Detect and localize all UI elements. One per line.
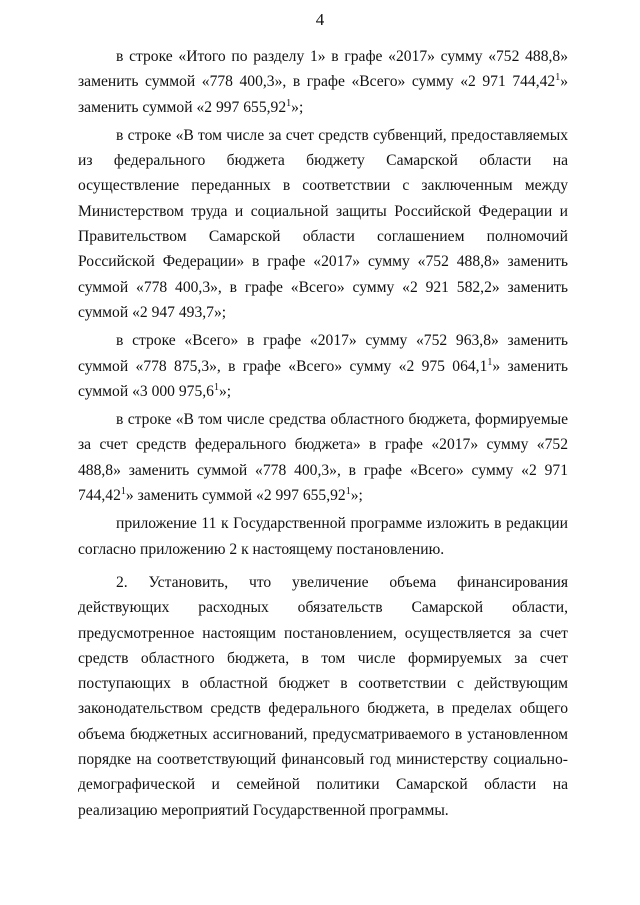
footnote-mark: 1 — [555, 72, 561, 84]
footnote-mark: 1 — [213, 381, 219, 393]
text-run: в строке «Итого по разделу 1» в графе «2017» сумму «752 488,8» заменить суммой «778 400,3», в графе «Всего» сумму «2 971 744,42 — [78, 48, 568, 91]
text-run: »; — [350, 487, 363, 505]
paragraph-item-2 — [78, 570, 568, 823]
text-run: в строке «Всего» в графе «2017» сумму «752 963,8» заменить суммой «778 875,3», в графе «Всего» сумму «2 975 064,1 — [78, 332, 568, 375]
text-run: приложение 11 к Государственной программе изложить в редакции согласно приложению 2 к настоящему постановлению. — [78, 515, 568, 558]
text-run: » заменить суммой «2 997 655,92 — [125, 487, 346, 505]
text-run: » заменить суммой «3 000 975,6 — [78, 357, 569, 400]
text-run: в строке «В том числе за счет средств субвенций, предоставляемых из федерального бюджета бюджету Самарской области на осуществление переданных в соответствии с заключенным между Министерством труда и социальной защиты Российской Федерации и Правительством Самарской области соглашением полномочий Российской Федерации» в графе «2017» сумму «752 488,8» заменить суммой «778 400,3», в графе «Всего» сумму «2 921 582,2» заменить суммой «2 947 493,7»; — [78, 126, 568, 321]
paragraph-subventions — [78, 123, 568, 325]
text-run: »; — [291, 98, 304, 116]
text-run: 2. Установить, что увеличение объема финансирования действующих расходных обязательств Самарской области, предусмотренное настоящим постановлением, осуществляется за счет средств областного бюджета, в том числе формируемых за счет поступающих в областной бюджет в соответствии с действующим законодательством средств федерального бюджета, в пределах общего объема бюджетных ассигнований, предусматриваемого в установленном порядке на соответствующий финансовый год министерству социально-демографической и семейной политики Самарской области на реализацию мероприятий Государственной программы. — [78, 573, 568, 819]
footnote-mark: 1 — [120, 485, 126, 497]
text-run: в строке «В том числе средства областного бюджета, формируемые за счет средств федерального бюджета» в графе «2017» сумму «752 488,8» заменить суммой «778 400,3», в графе «Всего» сумму «2 971 744,42 — [78, 411, 568, 505]
page-number: 4 — [315, 10, 325, 29]
paragraph-section-total — [78, 44, 568, 120]
paragraph-regional-budget — [78, 407, 568, 508]
text-run: » заменить суммой «2 997 655,92 — [78, 73, 568, 116]
paragraph-total — [78, 328, 568, 404]
paragraph-appendix-11 — [78, 511, 568, 562]
footnote-mark: 1 — [345, 485, 351, 497]
document-body — [78, 44, 568, 826]
text-run: »; — [218, 382, 232, 400]
footnote-mark: 1 — [487, 356, 493, 368]
footnote-mark: 1 — [286, 97, 292, 109]
